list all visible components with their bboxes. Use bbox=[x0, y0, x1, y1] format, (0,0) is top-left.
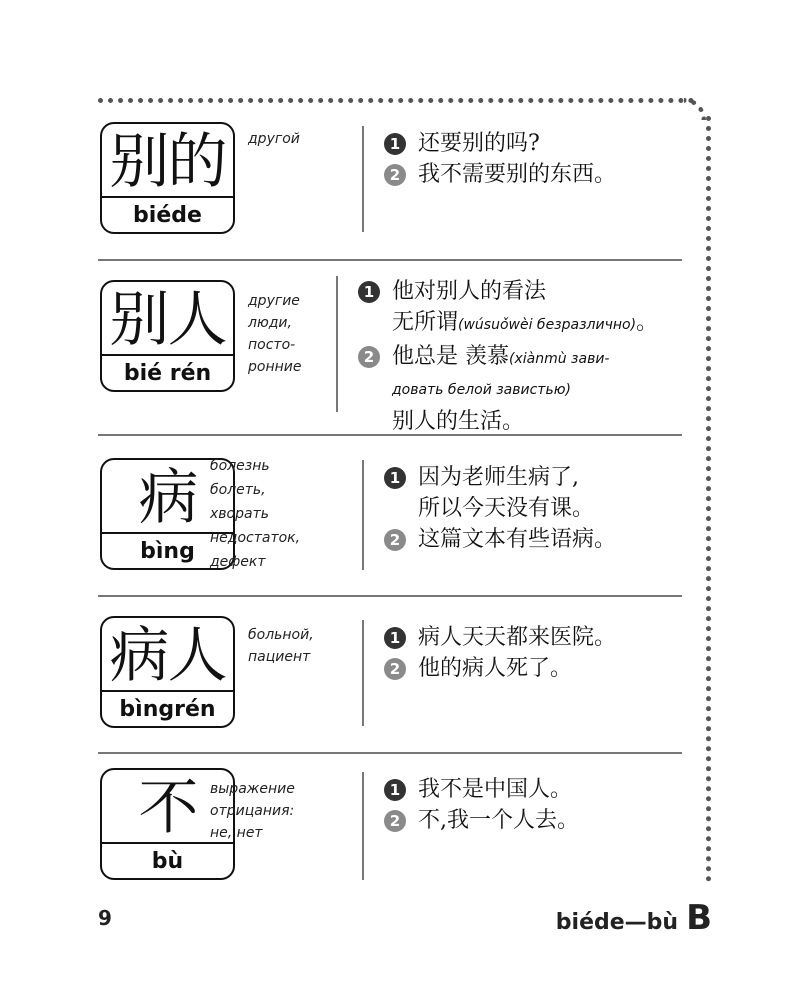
column-divider bbox=[362, 772, 364, 880]
number-badge: 1 bbox=[358, 281, 380, 303]
hanzi: 别的 bbox=[109, 127, 226, 197]
pinyin: biéde bbox=[102, 196, 233, 232]
translation: другой bbox=[248, 131, 300, 147]
translation: больной, пациент bbox=[248, 627, 314, 665]
running-header bbox=[556, 898, 712, 938]
number-badge: 2 bbox=[358, 346, 380, 368]
example-sentence: 2 我不需要别的东西。 bbox=[384, 159, 616, 190]
examples bbox=[384, 128, 616, 190]
section-letter: B bbox=[686, 898, 712, 938]
number-badge: 2 bbox=[384, 658, 406, 680]
examples bbox=[358, 276, 658, 437]
example-sentence: 1 病人天天都来医院。 bbox=[384, 622, 616, 653]
dictionary-entry bbox=[98, 606, 682, 746]
translation: другие люди, посто- ронние bbox=[248, 293, 302, 375]
examples bbox=[384, 462, 616, 555]
hanzi: 别人 bbox=[109, 285, 226, 355]
translation: болезнь болеть, хворать недостаток, дефект bbox=[210, 458, 301, 570]
column-divider bbox=[362, 126, 364, 232]
column-divider bbox=[336, 276, 338, 412]
example-sentence: 2 他总是 羡慕(xiànmù зави- довать белой завистью) 别人的生活。 bbox=[358, 341, 658, 437]
example-sentence: 1 他对别人的看法 无所谓(wúsuǒwèi безразлично)。 bbox=[358, 276, 658, 341]
translation: выражение отрицания: не, нет bbox=[210, 781, 295, 841]
dotted-frame-right bbox=[706, 116, 711, 882]
example-sentence: 1 还要别的吗? bbox=[384, 128, 616, 159]
dictionary-entry bbox=[98, 120, 682, 250]
dotted-frame-top bbox=[98, 98, 694, 103]
hanzi: 病 bbox=[138, 463, 197, 533]
examples bbox=[384, 622, 616, 684]
column-divider bbox=[362, 620, 364, 726]
entry-range: biéde—bù bbox=[555, 910, 679, 935]
pinyin: bìngrén bbox=[102, 690, 233, 726]
pinyin: bù bbox=[102, 842, 233, 878]
entry-separator bbox=[98, 434, 682, 436]
column-divider bbox=[362, 460, 364, 570]
example-sentence: 2 他的病人死了。 bbox=[384, 653, 616, 684]
example-sentence: 1 我不是中国人。 bbox=[384, 774, 579, 805]
dictionary-entry bbox=[98, 764, 682, 894]
dotted-frame-corner bbox=[684, 98, 706, 120]
number-badge: 1 bbox=[384, 133, 406, 155]
dictionary-entry bbox=[98, 446, 682, 586]
number-badge: 2 bbox=[384, 529, 406, 551]
example-sentence: 2 这篇文本有些语病。 bbox=[384, 524, 616, 555]
example-sentence: 1 因为老师生病了, 所以今天没有课。 bbox=[384, 462, 616, 524]
entry-separator bbox=[98, 595, 682, 597]
page-number: 9 bbox=[98, 906, 112, 930]
number-badge: 2 bbox=[384, 164, 406, 186]
hanzi: 病人 bbox=[109, 621, 226, 691]
examples bbox=[384, 774, 579, 836]
dictionary-entry bbox=[98, 270, 682, 434]
entry-separator bbox=[98, 752, 682, 754]
number-badge: 1 bbox=[384, 467, 406, 489]
example-sentence: 2 不,我一个人去。 bbox=[384, 805, 579, 836]
hanzi: 不 bbox=[138, 773, 197, 843]
number-badge: 2 bbox=[384, 810, 406, 832]
pinyin: bié rén bbox=[102, 354, 233, 390]
hanzi-card bbox=[100, 280, 235, 392]
entry-separator bbox=[98, 259, 682, 261]
hanzi-card bbox=[100, 122, 235, 234]
number-badge: 1 bbox=[384, 779, 406, 801]
hanzi-card bbox=[100, 616, 235, 728]
pinyin: bìng bbox=[102, 532, 233, 568]
number-badge: 1 bbox=[384, 627, 406, 649]
